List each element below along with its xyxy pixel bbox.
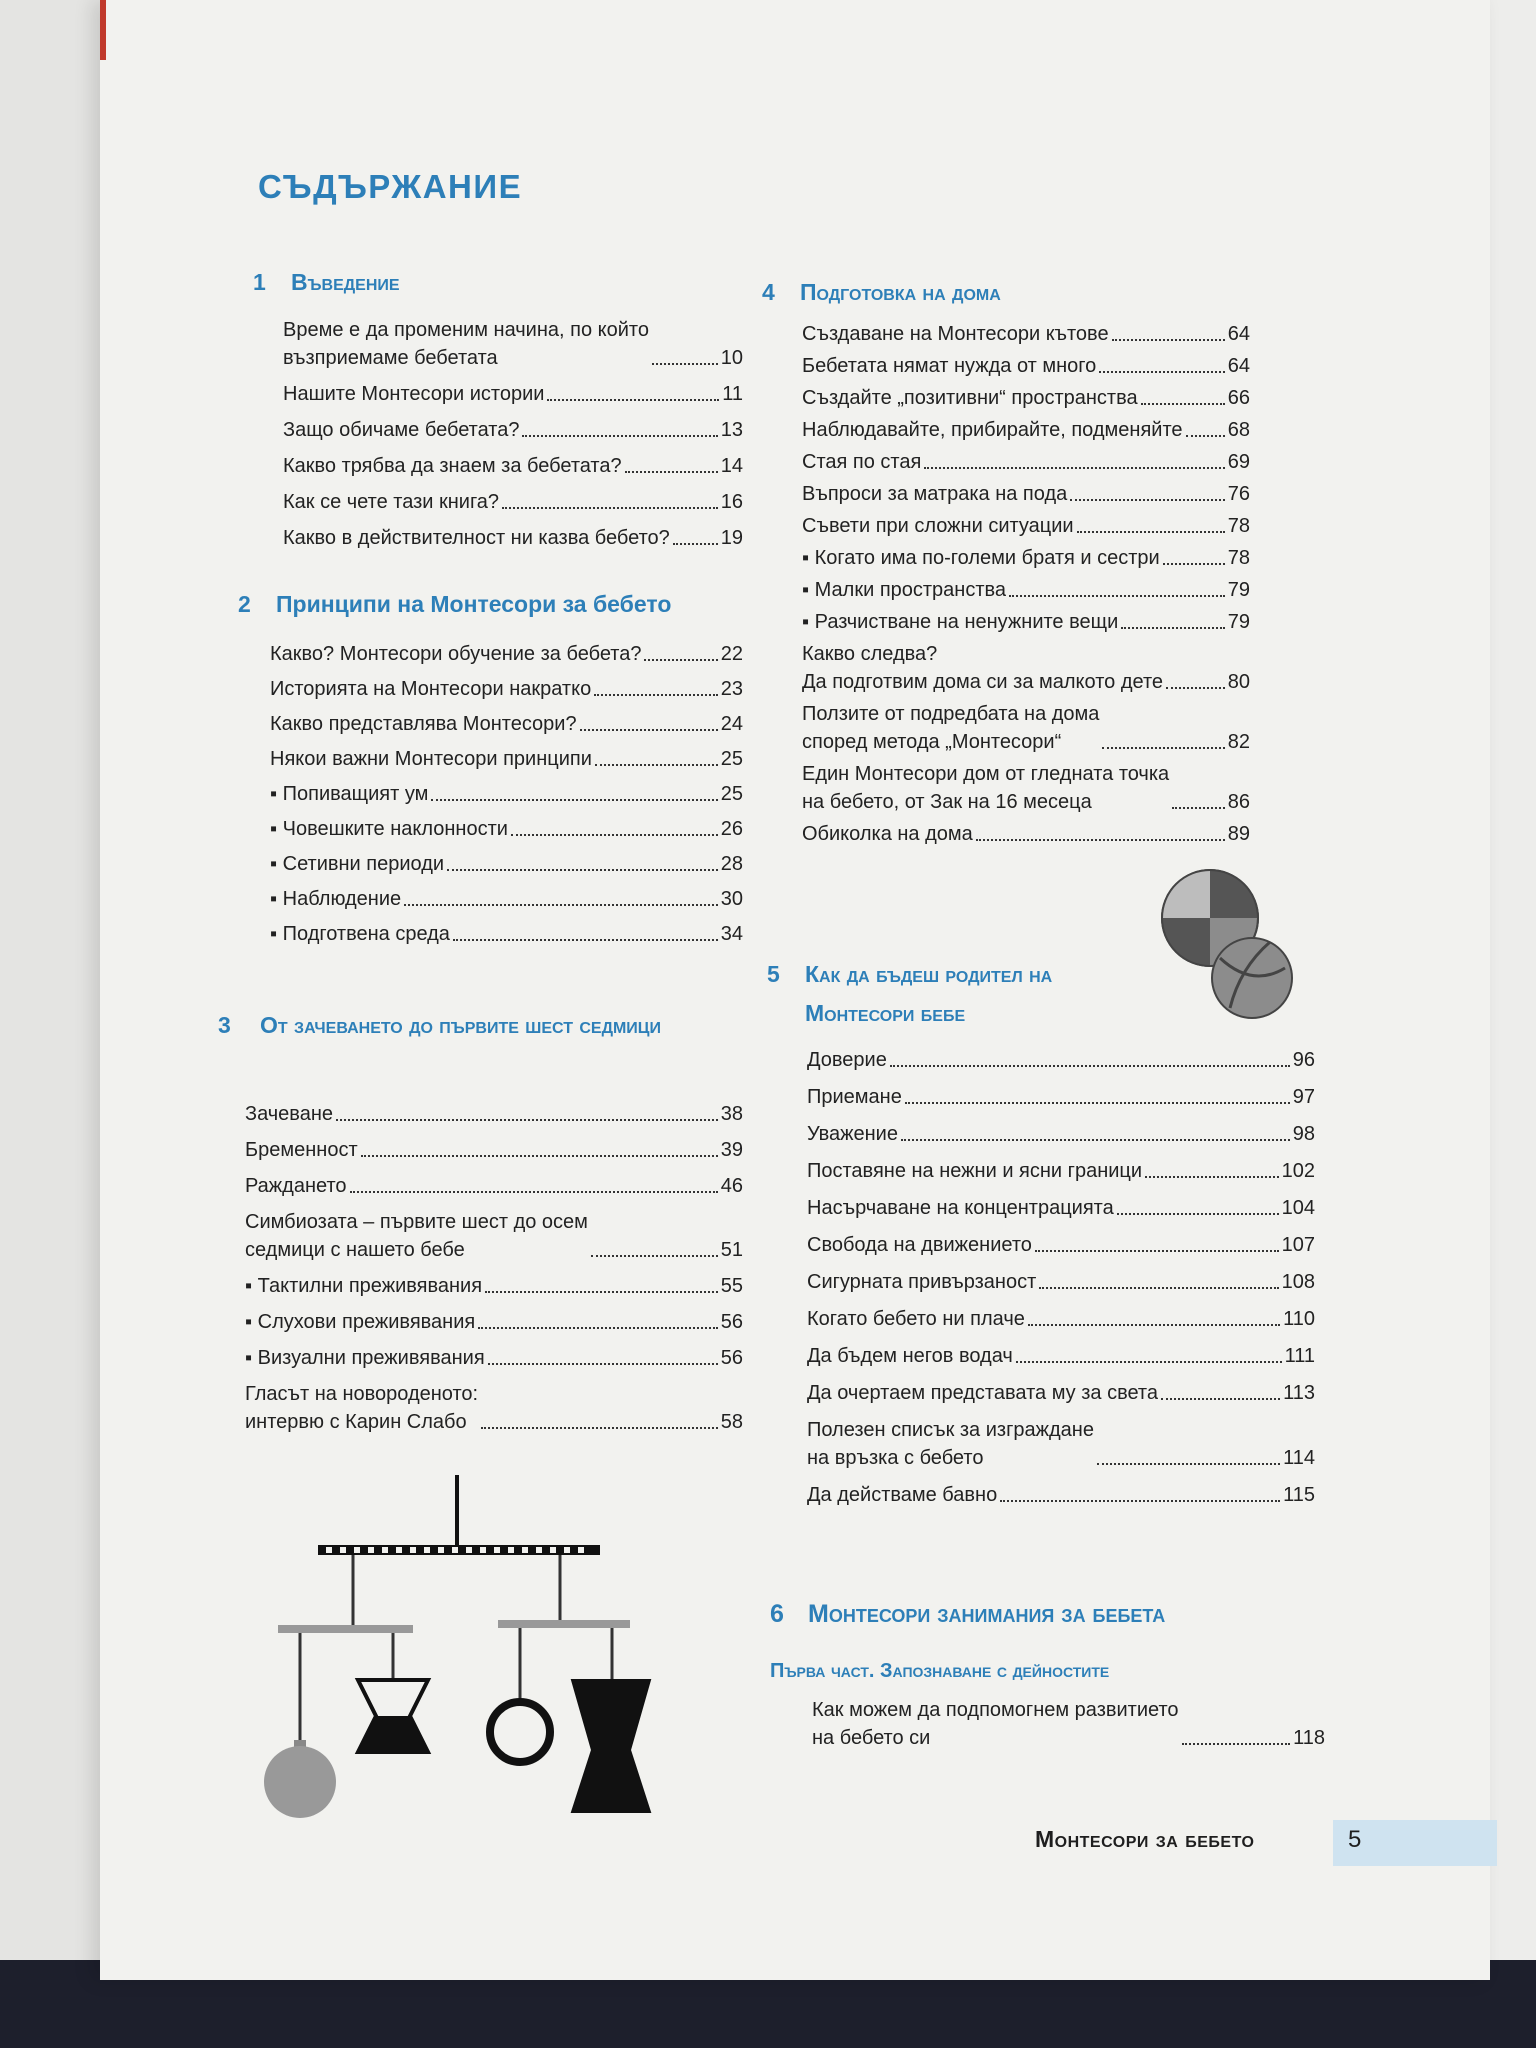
toc-entry xyxy=(283,380,743,408)
toc-entry-page: 107 xyxy=(1281,1234,1315,1256)
dot-leader xyxy=(1172,807,1225,809)
chapter-number: 2 xyxy=(238,591,251,617)
chapter-number: 5 xyxy=(767,961,780,987)
page-number: 5 xyxy=(1348,1826,1362,1853)
toc-entry-page: 78 xyxy=(1227,515,1250,537)
dot-leader xyxy=(652,363,718,365)
toc-entry-page: 89 xyxy=(1227,823,1250,845)
toc-entry-label: Какво представлява Монтесори? xyxy=(270,713,577,735)
dot-leader xyxy=(905,1102,1290,1104)
toc-entry-label: Гласът на новороденото: интервю с Карин Слабо xyxy=(245,1383,479,1433)
toc-entry-label: Насърчаване на концентрацията xyxy=(807,1197,1114,1219)
toc-entry xyxy=(283,488,743,516)
toc-entry-label: Сигурната привързаност xyxy=(807,1271,1037,1293)
dot-leader xyxy=(1000,1500,1280,1502)
dot-leader xyxy=(595,764,718,766)
toc-entry xyxy=(270,920,743,948)
dot-leader xyxy=(901,1139,1290,1141)
toc-entry xyxy=(283,452,743,480)
toc-entry-label: Когато бебето ни плаче xyxy=(807,1308,1025,1330)
toc-entry xyxy=(802,544,1250,572)
book-spine xyxy=(100,0,106,60)
toc-entry xyxy=(802,640,1250,696)
toc-entry xyxy=(270,710,743,738)
dot-leader xyxy=(1163,563,1225,565)
dot-leader xyxy=(336,1119,718,1121)
toc-entry xyxy=(807,1268,1315,1296)
toc-entry-label: Да бъдем негов водач xyxy=(807,1345,1013,1367)
toc-entry xyxy=(245,1100,743,1128)
toc-entry-label: Някои важни Монтесори принципи xyxy=(270,748,592,770)
toc-entry-page: 22 xyxy=(720,643,743,665)
toc-entry-page: 68 xyxy=(1227,419,1250,441)
toc-entry-page: 118 xyxy=(1293,1727,1325,1749)
dot-leader xyxy=(644,659,717,661)
toc-entry-label: Поставяне на нежни и ясни граници xyxy=(807,1160,1143,1182)
toc-entry xyxy=(802,700,1250,756)
toc-entry-page: 64 xyxy=(1227,323,1250,345)
toc-entry xyxy=(812,1696,1325,1752)
chapter-number: 3 xyxy=(218,1012,231,1038)
toc-entry xyxy=(802,820,1250,848)
dot-leader xyxy=(502,507,718,509)
dot-leader xyxy=(1039,1287,1278,1289)
toc-entry xyxy=(245,1344,743,1372)
dot-leader xyxy=(1121,627,1224,629)
toc-entry-label: Един Монтесори дом от гледната точка на бебето, от Зак на 16 месеца xyxy=(802,763,1170,813)
dot-leader xyxy=(1016,1361,1282,1363)
toc-entry xyxy=(802,608,1250,636)
toc-entry-page: 108 xyxy=(1281,1271,1315,1293)
toc-entry-label: Какво? Монтесори обучение за бебета? xyxy=(270,643,642,665)
chapter-5-entries xyxy=(807,1046,1315,1518)
toc-entry-label: Въпроси за матрака на пода xyxy=(802,483,1068,505)
toc-entry xyxy=(807,1231,1315,1259)
chapter-4-heading xyxy=(762,273,1322,312)
toc-entry-label: Наблюдавайте, прибирайте, подменяйте xyxy=(802,419,1183,441)
dot-leader xyxy=(361,1155,718,1157)
toc-entry-page: 23 xyxy=(720,678,743,700)
dot-leader xyxy=(1186,435,1225,437)
toc-entry-page: 58 xyxy=(720,1411,743,1433)
toc-entry-label: Създаване на Монтесори кътове xyxy=(802,323,1109,345)
toc-entry-page: 55 xyxy=(720,1275,743,1297)
chapter-title: Как да бъдеш родител на Монтесори бебе xyxy=(805,961,1053,1026)
toc-entry-label: ▪ Малки пространства xyxy=(802,576,1006,604)
dot-leader xyxy=(1141,403,1225,405)
toc-entry-page: 80 xyxy=(1227,671,1250,693)
toc-entry xyxy=(270,780,743,808)
toc-entry-label: Доверие xyxy=(807,1049,887,1071)
toc-entry-page: 16 xyxy=(720,491,743,513)
toc-entry-page: 51 xyxy=(720,1239,743,1261)
chapter-title: От зачеването до първите шест седмици xyxy=(260,1012,661,1038)
toc-entry-page: 69 xyxy=(1227,451,1250,473)
toc-entry-label: ▪ Наблюдение xyxy=(270,885,401,913)
toc-entry-page: 39 xyxy=(720,1139,743,1161)
dot-leader xyxy=(1182,1743,1291,1745)
toc-entry xyxy=(270,640,743,668)
toc-entry-label: ▪ Когато има по-големи братя и сестри xyxy=(802,544,1160,572)
toc-entry-page: 79 xyxy=(1227,611,1250,633)
toc-entry xyxy=(807,1342,1315,1370)
toc-entry-label: ▪ Човешките наклонности xyxy=(270,815,508,843)
dot-leader xyxy=(350,1191,718,1193)
toc-entry-page: 38 xyxy=(720,1103,743,1125)
dot-leader xyxy=(1097,1463,1280,1465)
dot-leader xyxy=(478,1327,718,1329)
toc-entry xyxy=(270,815,743,843)
dot-leader xyxy=(1166,687,1225,689)
toc-entry-label: ▪ Визуални преживявания xyxy=(245,1344,485,1372)
dot-leader xyxy=(924,467,1224,469)
chapter-4-entries xyxy=(802,320,1250,852)
chapter-title: Монтесори занимания за бебета xyxy=(808,1600,1166,1628)
toc-entry xyxy=(283,316,743,372)
toc-entry xyxy=(270,850,743,878)
toc-entry-label: ▪ Сетивни периоди xyxy=(270,850,444,878)
toc-entry xyxy=(270,675,743,703)
toc-entry-page: 114 xyxy=(1283,1447,1315,1469)
toc-entry xyxy=(802,384,1250,412)
chapter-3-entries xyxy=(245,1100,743,1444)
chapter-title: Подготовка на дома xyxy=(800,279,1001,305)
dot-leader xyxy=(1145,1176,1279,1178)
dot-leader xyxy=(1070,499,1225,501)
toc-entry-label: ▪ Подготвена среда xyxy=(270,920,450,948)
chapter-title: Въведение xyxy=(291,269,400,295)
toc-entry xyxy=(245,1208,743,1264)
toc-entry-label: Как можем да подпомогнем развитието на бебето си xyxy=(812,1699,1179,1749)
toc-entry-page: 102 xyxy=(1281,1160,1315,1182)
mobile-illustration xyxy=(250,1470,650,1830)
toc-entry-label: Ползите от подредбата на дома според метода „Монтесори“ xyxy=(802,703,1100,753)
dot-leader xyxy=(1077,531,1225,533)
toc-entry-page: 25 xyxy=(720,783,743,805)
toc-entry-page: 26 xyxy=(720,818,743,840)
toc-entry-label: Време е да променим начина, по който възприемаме бебетата xyxy=(283,319,649,369)
dot-leader xyxy=(673,543,718,545)
toc-entry xyxy=(245,1380,743,1436)
toc-entry-label: Бременност xyxy=(245,1139,358,1161)
toc-entry-label: Свобода на движението xyxy=(807,1234,1032,1256)
toc-entry-label: ▪ Тактилни преживявания xyxy=(245,1272,482,1300)
toc-entry-page: 76 xyxy=(1227,483,1250,505)
toc-entry-page: 30 xyxy=(720,888,743,910)
toc-entry xyxy=(802,480,1250,508)
toc-entry xyxy=(807,1120,1315,1148)
dot-leader xyxy=(890,1065,1290,1067)
dot-leader xyxy=(594,694,718,696)
toc-entry xyxy=(245,1136,743,1164)
toc-entry xyxy=(807,1046,1315,1074)
dot-leader xyxy=(522,435,717,437)
toc-entry xyxy=(245,1172,743,1200)
toc-entry-page: 28 xyxy=(720,853,743,875)
dot-leader xyxy=(580,729,718,731)
toc-entry-label: ▪ Слухови преживявания xyxy=(245,1308,475,1336)
dot-leader xyxy=(625,471,718,473)
dot-leader xyxy=(511,834,718,836)
toc-entry xyxy=(807,1379,1315,1407)
chapter-6-entries xyxy=(812,1696,1325,1756)
dot-leader xyxy=(591,1255,718,1257)
toc-entry-label: Обиколка на дома xyxy=(802,823,973,845)
toc-entry-label: ▪ Попиващият ум xyxy=(270,780,428,808)
toc-entry-label: Да действаме бавно xyxy=(807,1484,998,1506)
toc-entry-page: 110 xyxy=(1283,1308,1315,1330)
chapter-1-entries xyxy=(283,316,743,560)
toc-entry-page: 14 xyxy=(720,455,743,477)
dot-leader xyxy=(1117,1213,1279,1215)
toc-entry-label: Полезен списък за изграждане на връзка с бебето xyxy=(807,1419,1094,1469)
dot-leader xyxy=(1112,339,1225,341)
toc-entry xyxy=(283,524,743,552)
dot-leader xyxy=(485,1291,718,1293)
chapter-2-entries xyxy=(270,640,743,955)
chapter-3-heading xyxy=(218,1005,688,1045)
toc-entry-page: 111 xyxy=(1284,1345,1315,1367)
toc-entry xyxy=(802,448,1250,476)
dot-leader xyxy=(431,799,717,801)
toc-entry-page: 115 xyxy=(1283,1484,1315,1506)
chapter-6-heading xyxy=(770,1595,1350,1634)
toc-entry xyxy=(807,1194,1315,1222)
toc-entry-label: Съвети при сложни ситуации xyxy=(802,515,1074,537)
toc-entry-label: Какво в действителност ни казва бебето? xyxy=(283,527,670,549)
page-title: СЪДЪРЖАНИЕ xyxy=(258,168,523,205)
chapter-number: 1 xyxy=(253,269,266,295)
dot-leader xyxy=(1035,1250,1279,1252)
toc-entry-page: 13 xyxy=(720,419,743,441)
toc-entry xyxy=(245,1272,743,1300)
balls-illustration xyxy=(1160,868,1300,1008)
toc-entry xyxy=(802,576,1250,604)
toc-entry-label: Зачеване xyxy=(245,1103,333,1125)
toc-entry-label: Раждането xyxy=(245,1175,347,1197)
dot-leader xyxy=(1102,747,1224,749)
toc-entry xyxy=(807,1305,1315,1333)
toc-entry xyxy=(270,885,743,913)
dot-leader xyxy=(1161,1398,1280,1400)
toc-entry xyxy=(807,1083,1315,1111)
toc-entry-label: Стая по стая xyxy=(802,451,922,473)
toc-entry xyxy=(802,416,1250,444)
toc-entry-label: Да очертаем представата му за света xyxy=(807,1382,1158,1404)
dot-leader xyxy=(1028,1324,1280,1326)
background-left xyxy=(0,0,110,1990)
toc-entry xyxy=(802,760,1250,816)
toc-entry xyxy=(245,1308,743,1336)
toc-entry-page: 25 xyxy=(720,748,743,770)
dot-leader xyxy=(547,399,719,401)
toc-entry-page: 82 xyxy=(1227,731,1250,753)
toc-entry-label: Бебетата нямат нужда от много xyxy=(802,355,1097,377)
toc-entry-label: Как се чете тази книга? xyxy=(283,491,500,513)
toc-entry-page: 56 xyxy=(720,1347,743,1369)
dot-leader xyxy=(1099,371,1224,373)
toc-entry-page: 78 xyxy=(1227,547,1250,569)
toc-entry-page: 66 xyxy=(1227,387,1250,409)
toc-entry-label: Нашите Монтесори истории xyxy=(283,383,545,405)
toc-entry-page: 24 xyxy=(720,713,743,735)
toc-entry-page: 19 xyxy=(720,527,743,549)
toc-entry-label: ▪ Разчистване на ненужните вещи xyxy=(802,608,1118,636)
dot-leader xyxy=(481,1427,718,1429)
toc-entry-page: 113 xyxy=(1283,1382,1315,1404)
toc-entry xyxy=(802,512,1250,540)
toc-entry-page: 11 xyxy=(722,383,743,405)
toc-entry xyxy=(807,1481,1315,1509)
toc-entry-page: 97 xyxy=(1292,1086,1315,1108)
toc-entry-label: Историята на Монтесори накратко xyxy=(270,678,592,700)
toc-entry-page: 96 xyxy=(1292,1049,1315,1071)
dot-leader xyxy=(453,939,718,941)
toc-entry xyxy=(802,320,1250,348)
toc-entry-page: 79 xyxy=(1227,579,1250,601)
toc-entry xyxy=(802,352,1250,380)
chapter-number: 4 xyxy=(762,279,775,305)
chapter-2-heading xyxy=(238,585,758,624)
chapter-5-heading xyxy=(767,955,1097,1033)
dot-leader xyxy=(1009,595,1225,597)
toc-entry-label: Приемане xyxy=(807,1086,902,1108)
toc-entry-label: Защо обичаме бебетата? xyxy=(283,419,520,441)
toc-entry-label: Създайте „позитивни“ пространства xyxy=(802,387,1138,409)
part-title: Първа част. Запознаване с дейностите xyxy=(770,1660,1110,1682)
toc-entry-page: 10 xyxy=(720,347,743,369)
toc-entry-label: Какво следва? Да подготвим дома си за малкото дете xyxy=(802,643,1164,693)
toc-entry xyxy=(807,1416,1315,1472)
toc-entry-page: 104 xyxy=(1281,1197,1315,1219)
dot-leader xyxy=(404,904,718,906)
toc-entry-page: 46 xyxy=(720,1175,743,1197)
chapter-1-heading xyxy=(253,263,753,302)
toc-entry-page: 34 xyxy=(720,923,743,945)
toc-entry-label: Симбиозата – първите шест до осем седмици с нашето бебе xyxy=(245,1211,588,1261)
toc-entry-page: 98 xyxy=(1292,1123,1315,1145)
chapter-number: 6 xyxy=(770,1600,784,1628)
footer-book-title: Монтесори за бебето xyxy=(1035,1826,1255,1852)
toc-entry-page: 86 xyxy=(1227,791,1250,813)
toc-entry-page: 64 xyxy=(1227,355,1250,377)
dot-leader xyxy=(976,839,1225,841)
toc-entry-page: 56 xyxy=(720,1311,743,1333)
chapter-title: Принципи на Монтесори за бебето xyxy=(276,591,672,617)
toc-entry-label: Какво трябва да знаем за бебетата? xyxy=(283,455,622,477)
toc-entry xyxy=(807,1157,1315,1185)
toc-entry xyxy=(270,745,743,773)
toc-entry xyxy=(283,416,743,444)
toc-entry-label: Уважение xyxy=(807,1123,898,1145)
dot-leader xyxy=(447,869,718,871)
dot-leader xyxy=(488,1363,718,1365)
